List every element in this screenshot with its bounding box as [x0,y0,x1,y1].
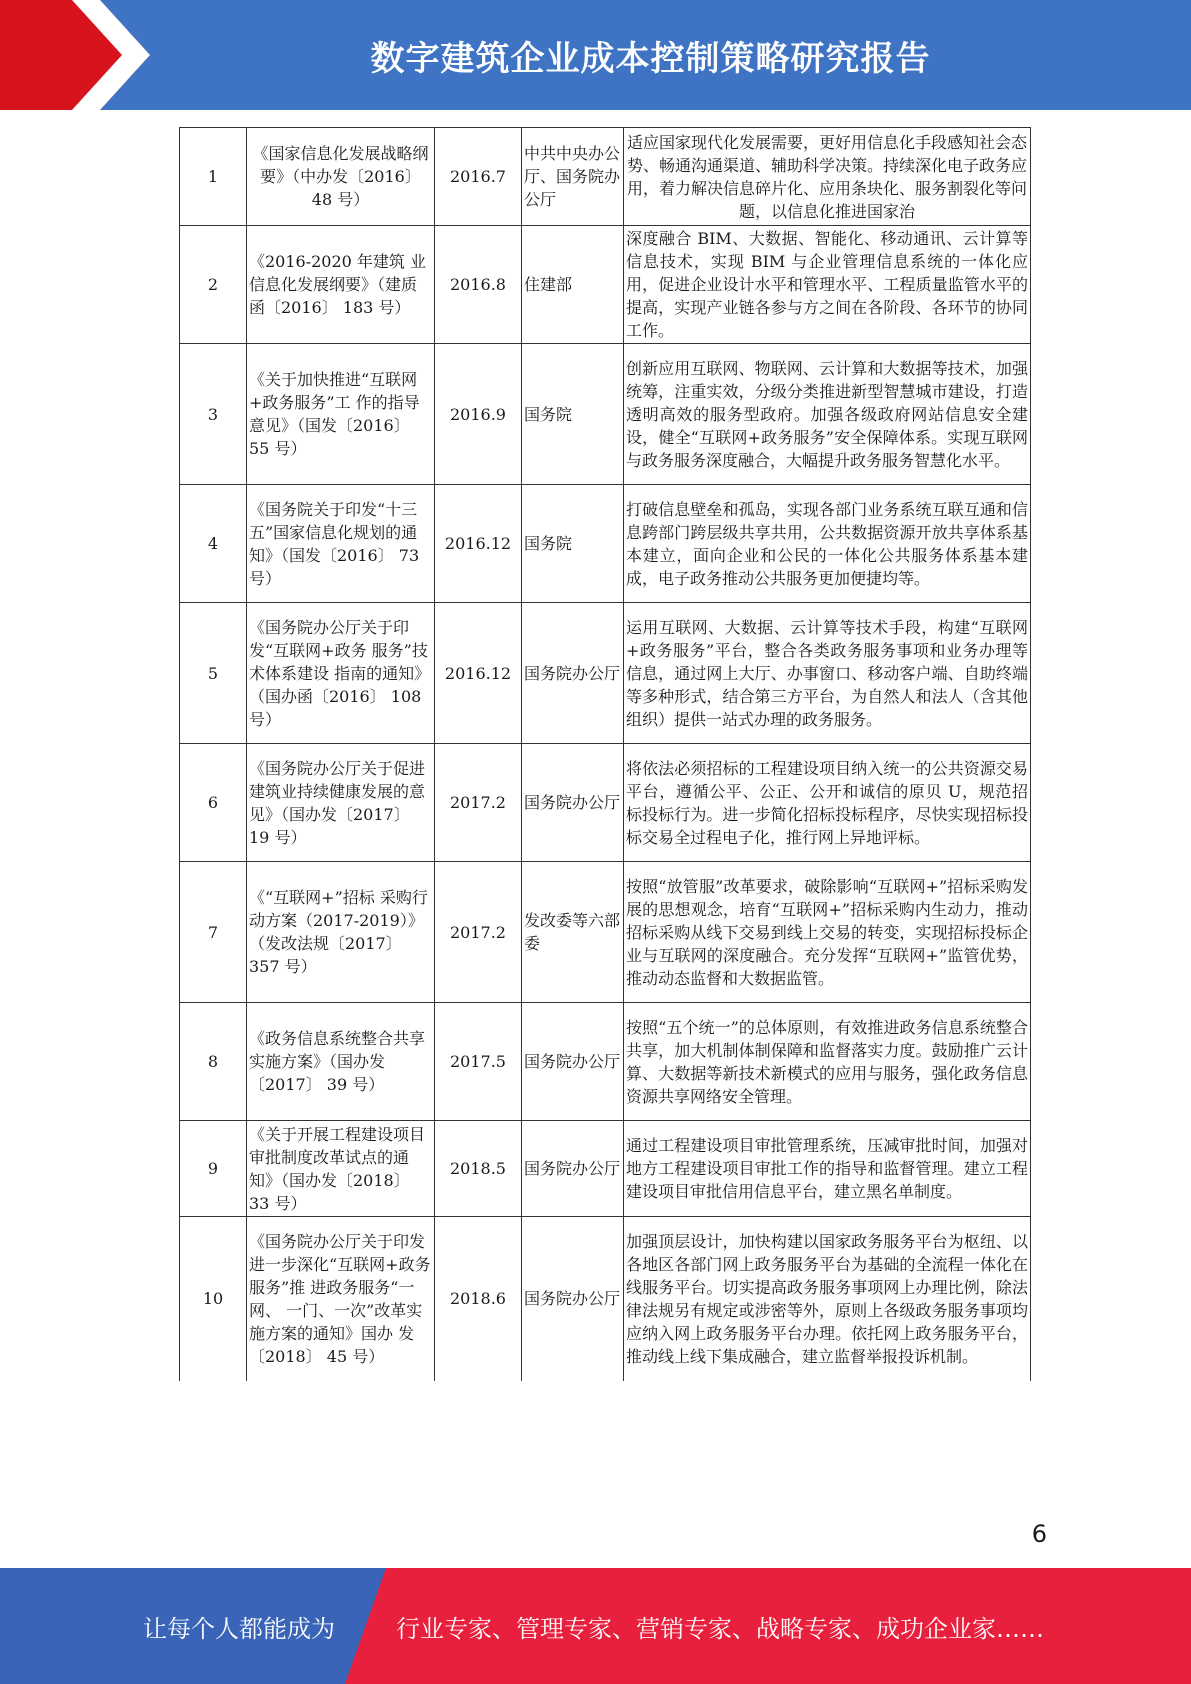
footer-slogan-left: 让每个人都能成为 [143,1614,335,1643]
row-number: 5 [180,603,247,744]
table-row [180,744,1031,862]
policy-table [179,127,1031,1381]
issuing-body: 国务院办公厅 [522,1121,624,1217]
row-number: 4 [180,485,247,603]
issuing-body: 发改委等六部委 [522,862,624,1003]
row-number: 10 [180,1217,247,1381]
issuing-body: 国务院 [522,485,624,603]
policy-summary: 适应国家现代化发展需要，更好用信息化手段感知社会态势、畅通沟通渠道、辅助科学决策。持续深化电子政务应用，着力解决信息碎片化、应用条块化、服务割裂化等问题，以信息化推进国家治 [624,128,1031,226]
policy-title: 《关于加快推进“互联网+政务服务”工 作的指导意见》（国发〔2016〕 55 号） [247,344,435,485]
table-row [180,1217,1031,1381]
policy-summary: 按照“五个统一”的总体原则，有效推进政务信息系统整合共享，加大机制体制保障和监督落实力度。鼓励推广云计算、大数据等新技术新模式的应用与服务，强化政务信息资源共享网络安全管理。 [624,1003,1031,1121]
report-title: 数字建筑企业成本控制策略研究报告 [370,38,931,79]
policy-summary: 深度融合 BIM、大数据、智能化、移动通讯、云计算等信息技术，实现 BIM 与企业管理信息系统的一体化应用，促进企业设计水平和管理水平、工程质量监管水平的提高，实现产业链各参与方之间在各阶段、各环节的协同工作。 [624,226,1031,344]
issuing-body: 住建部 [522,226,624,344]
policy-summary: 运用互联网、大数据、云计算等技术手段，构建“互联网+政务服务”平台，整合各类政务服务事项和业务办理等信息，通过网上大厅、办事窗口、移动客户端、自助终端等多种形式，结合第三方平台，为自然人和法人（含其他组织）提供一站式办理的政务服务。 [624,603,1031,744]
row-number: 1 [180,128,247,226]
policy-summary: 加强顶层设计，加快构建以国家政务服务平台为枢纽、以各地区各部门网上政务服务平台为基础的全流程一体化在线服务平台。切实提高政务服务事项网上办理比例，除法律法规另有规定或涉密等外，原则上各级政务服务事项均应纳入网上政务服务平台办理。依托网上政务服务平台，推动线上线下集成融合，建立监督举报投诉机制。 [624,1217,1031,1381]
policy-summary: 创新应用互联网、物联网、云计算和大数据等技术，加强统筹，注重实效，分级分类推进新型智慧城市建设，打造透明高效的服务型政府。加强各级政府网站信息安全建设，健全“互联网+政务服务”安全保障体系。实现互联网与政务服务深度融合，大幅提升政务服务智慧化水平。 [624,344,1031,485]
page-number: 6 [1031,1520,1047,1548]
row-number: 2 [180,226,247,344]
issue-date: 2017.5 [435,1003,522,1121]
issuing-body: 中共中央办公厅、国务院办公厅 [522,128,624,226]
table-row [180,862,1031,1003]
table-row [180,128,1031,226]
policy-summary: 按照“放管服”改革要求，破除影响“互联网+”招标采购发展的思想观念，培育“互联网+”招标采购内生动力，推动招标采购从线下交易到线上交易的转变，实现招标投标企业与互联网的深度融合。充分发挥“互联网+”监管优势，推动动态监督和大数据监管。 [624,862,1031,1003]
table-row [180,1003,1031,1121]
policy-title: 《国务院办公厅关于印发“互联网+政务 服务”技术体系建设 指南的通知》（国办函〔2016〕 108 号） [247,603,435,744]
issue-date: 2016.9 [435,344,522,485]
policy-title: 《国务院办公厅关于印发进一步深化“互联网+政务服务”推 进政务服务“一网、 一门、一次”改革实 施方案的通知》国办 发〔2018〕 45 号） [247,1217,435,1381]
row-number: 3 [180,344,247,485]
table-row [180,344,1031,485]
policy-title: 《国务院关于印发“十三五”国家信息化规划的通知》（国发〔2016〕 73 号） [247,485,435,603]
issue-date: 2017.2 [435,744,522,862]
policy-title: 《国务院办公厅关于促进建筑业持续健康发展的意见》（国办发〔2017〕 19 号） [247,744,435,862]
policy-title: 《国家信息化发展战略纲要》（中办发〔2016〕 48 号） [247,128,435,226]
footer-banner [0,1568,1191,1684]
issue-date: 2016.8 [435,226,522,344]
policy-summary: 通过工程建设项目审批管理系统，压减审批时间，加强对地方工程建设项目审批工作的指导和监督管理。建立工程建设项目审批信用信息平台，建立黑名单制度。 [624,1121,1031,1217]
issuing-body: 国务院办公厅 [522,744,624,862]
row-number: 9 [180,1121,247,1217]
issue-date: 2017.2 [435,862,522,1003]
policy-title: 《2016-2020 年建筑 业信息化发展纲要》（建质函〔2016〕 183 号） [247,226,435,344]
policy-summary: 将依法必须招标的工程建设项目纳入统一的公共资源交易平台，遵循公平、公正、公开和诚信的原贝 U，规范招标投标行为。进一步简化招标投标程序，尽快实现招标投标交易全过程电子化，推行网上异地评标。 [624,744,1031,862]
issue-date: 2016.7 [435,128,522,226]
row-number: 6 [180,744,247,862]
row-number: 8 [180,1003,247,1121]
policy-summary: 打破信息壁垒和孤岛，实现各部门业务系统互联互通和信息跨部门跨层级共享共用，公共数据资源开放共享体系基本建立，面向企业和公民的一体化公共服务体系基本建成，电子政务推动公共服务更加便捷均等。 [624,485,1031,603]
table-row [180,485,1031,603]
issue-date: 2018.6 [435,1217,522,1381]
issuing-body: 国务院办公厅 [522,1003,624,1121]
table-row [180,226,1031,344]
header-arrow-decoration [0,0,150,110]
table-row [180,1121,1031,1217]
footer-slogan-right: 行业专家、管理专家、营销专家、战略专家、成功企业家…… [396,1614,1044,1643]
issue-date: 2016.12 [435,603,522,744]
issuing-body: 国务院办公厅 [522,603,624,744]
policy-title: 《关于开展工程建设项目审批制度改革试点的通知》（国办发〔2018〕 33 号） [247,1121,435,1217]
header-banner [0,0,1191,110]
policy-title: 《“互联网+”招标 采购行动方案（2017-2019）》（发改法规〔2017〕 357 号） [247,862,435,1003]
table-row [180,603,1031,744]
issue-date: 2018.5 [435,1121,522,1217]
issuing-body: 国务院办公厅 [522,1217,624,1381]
row-number: 7 [180,862,247,1003]
issuing-body: 国务院 [522,344,624,485]
issue-date: 2016.12 [435,485,522,603]
policy-title: 《政务信息系统整合共享实施方案》（国办发〔2017〕 39 号） [247,1003,435,1121]
